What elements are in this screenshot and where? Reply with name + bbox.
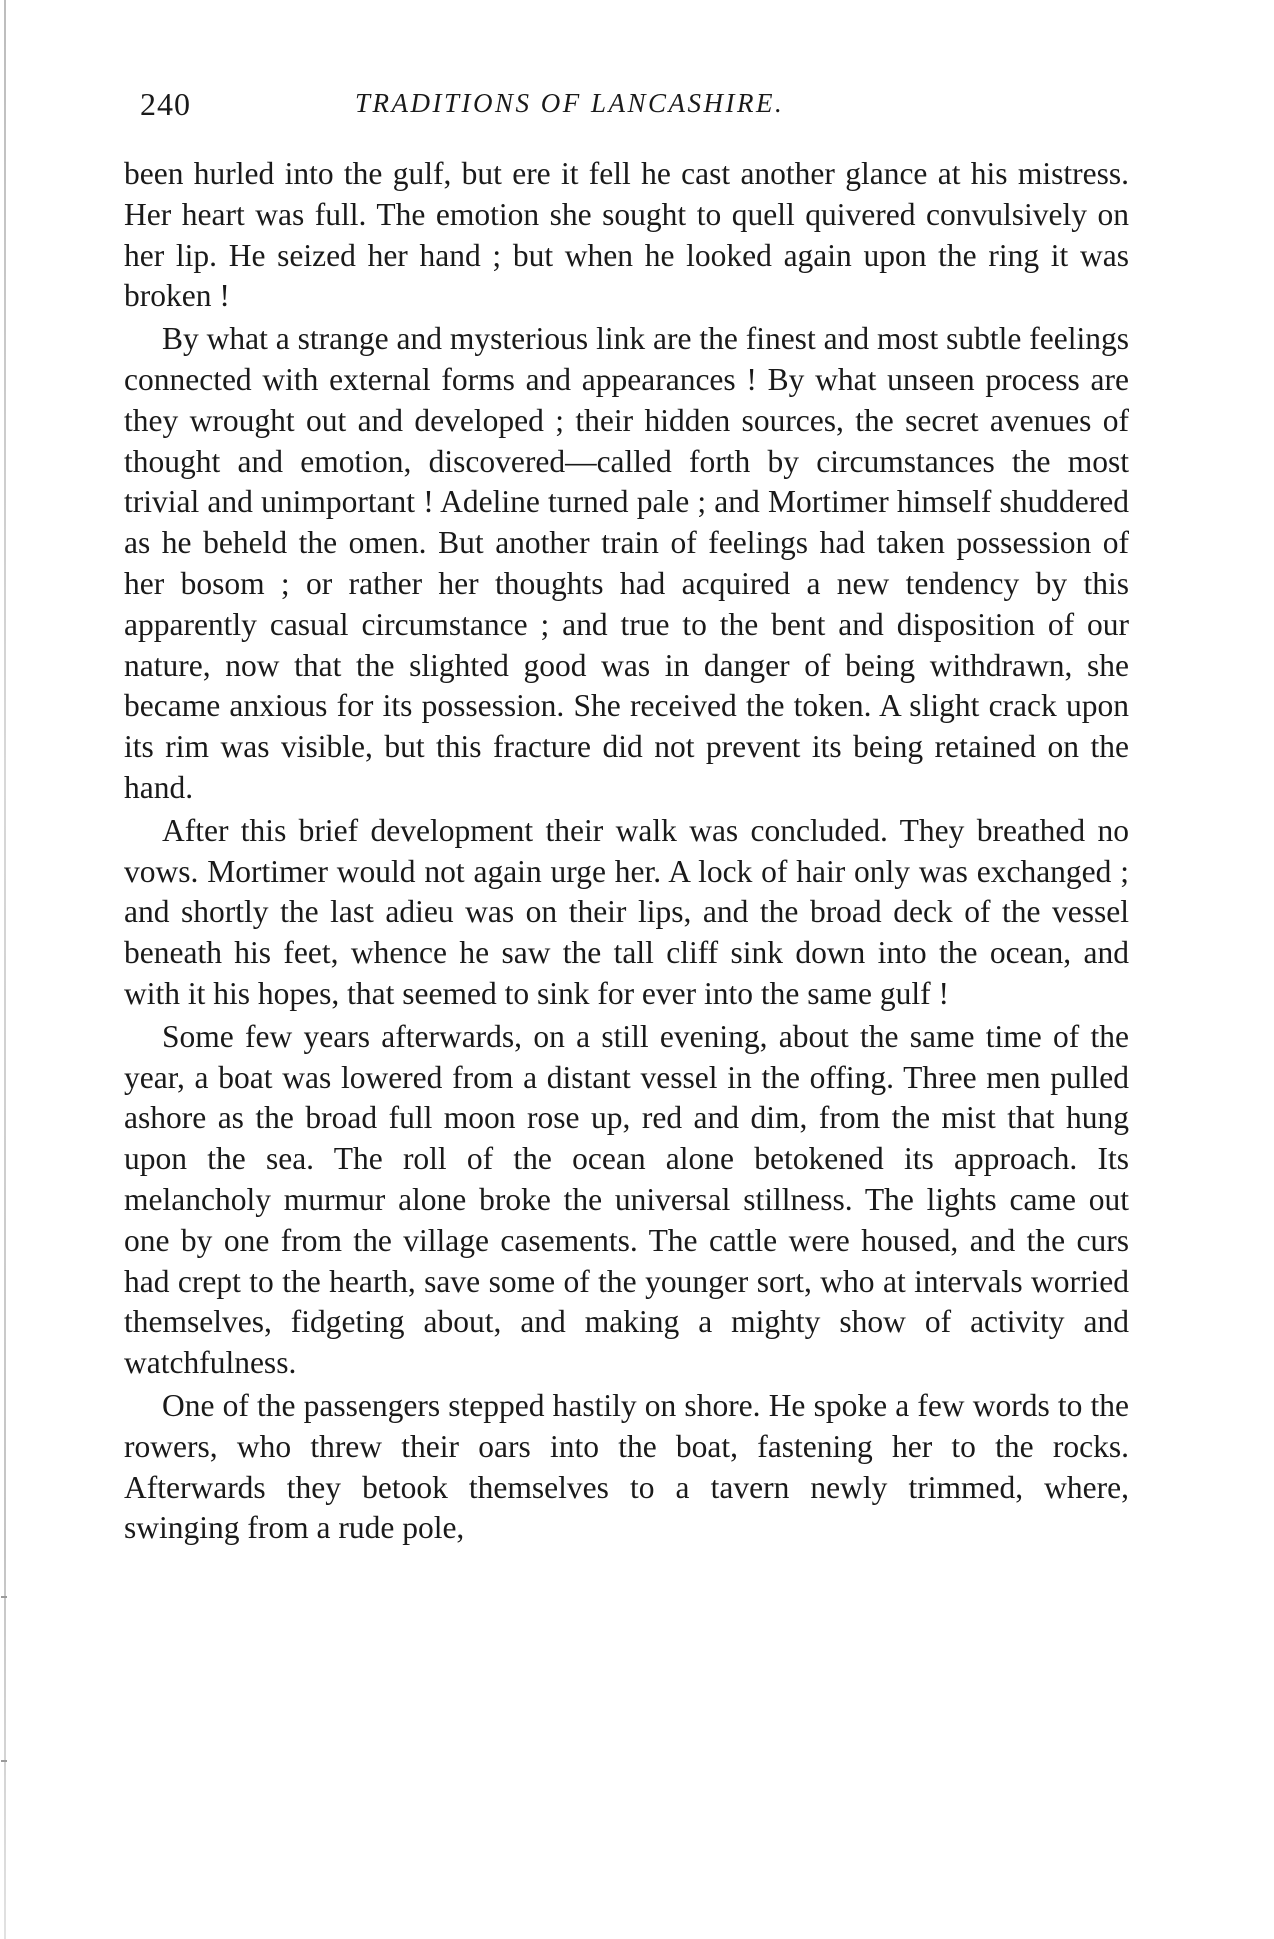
page-number: 240 [140,86,191,122]
paragraph: After this brief development their walk was concluded. They breathed no vows. Mortimer would not again urge her. A lock of hair only was exchanged ; and shortly the last adieu was on their lips, and the broad deck of the vessel beneath his feet, whence he saw the tall cliff sink down into the ocean, and with it his hopes, that seemed to sink for ever into the same gulf ! [124,812,1129,1011]
paragraph: By what a strange and mysterious link are the finest and most subtle feelings connected with external forms and appearances ! By what unseen process are they wrought out and developed ; their hidden sources, the secret avenues of thought and emotion, discovered—called forth by circumstances the most trivial and unimportant ! Adeline turned pale ; and Mortimer himself shuddered as he beheld the omen. But another train of feelings had taken possession of her bosom ; or rather her thoughts had acquired a new tendency by this apparently casual circumstance ; and true to the bent and disposition of our nature, now that the slighted good was in danger of being withdrawn, she became anxious for its possession. She received the token. A slight crack upon its rim was visible, but this fracture did not prevent its being retained on the hand. [124,321,1129,805]
page-header [140,86,1140,126]
binding-mark [1,1596,7,1598]
paragraph: One of the passengers stepped hastily on shore. He spoke a few words to the rowers, who threw their oars into the boat, fastening her to the rocks. Afterwards they betook themselves to a tavern newly trimmed, where, swinging from a rude pole, [124,1387,1129,1546]
binding-mark [1,1760,7,1762]
body-text [124,154,1129,1551]
paragraph: Some few years afterwards, on a still evening, about the same time of the year, a boat was lowered from a distant vessel in the offing. Three men pulled ashore as the broad full moon rose up, red and dim, from the mist that hung upon the sea. The roll of the ocean alone betokened its approach. Its melancholy murmur alone broke the universal stillness. The lights came out one by one from the village casements. The cattle were housed, and the curs had crept to the hearth, save some of the younger sort, who at intervals worried themselves, fidgeting about, and making a mighty show of activity and watchfulness. [124,1018,1129,1381]
running-title: TRADITIONS OF LANCASHIRE. [355,88,785,118]
paragraph: been hurled into the gulf, but ere it fell he cast another glance at his mistress. Her heart was full. The emotion she sought to quell quivered convulsively on her lip. He seized her hand ; but when he looked again upon the ring it was broken ! [124,156,1129,314]
binding-edge [4,0,6,1939]
